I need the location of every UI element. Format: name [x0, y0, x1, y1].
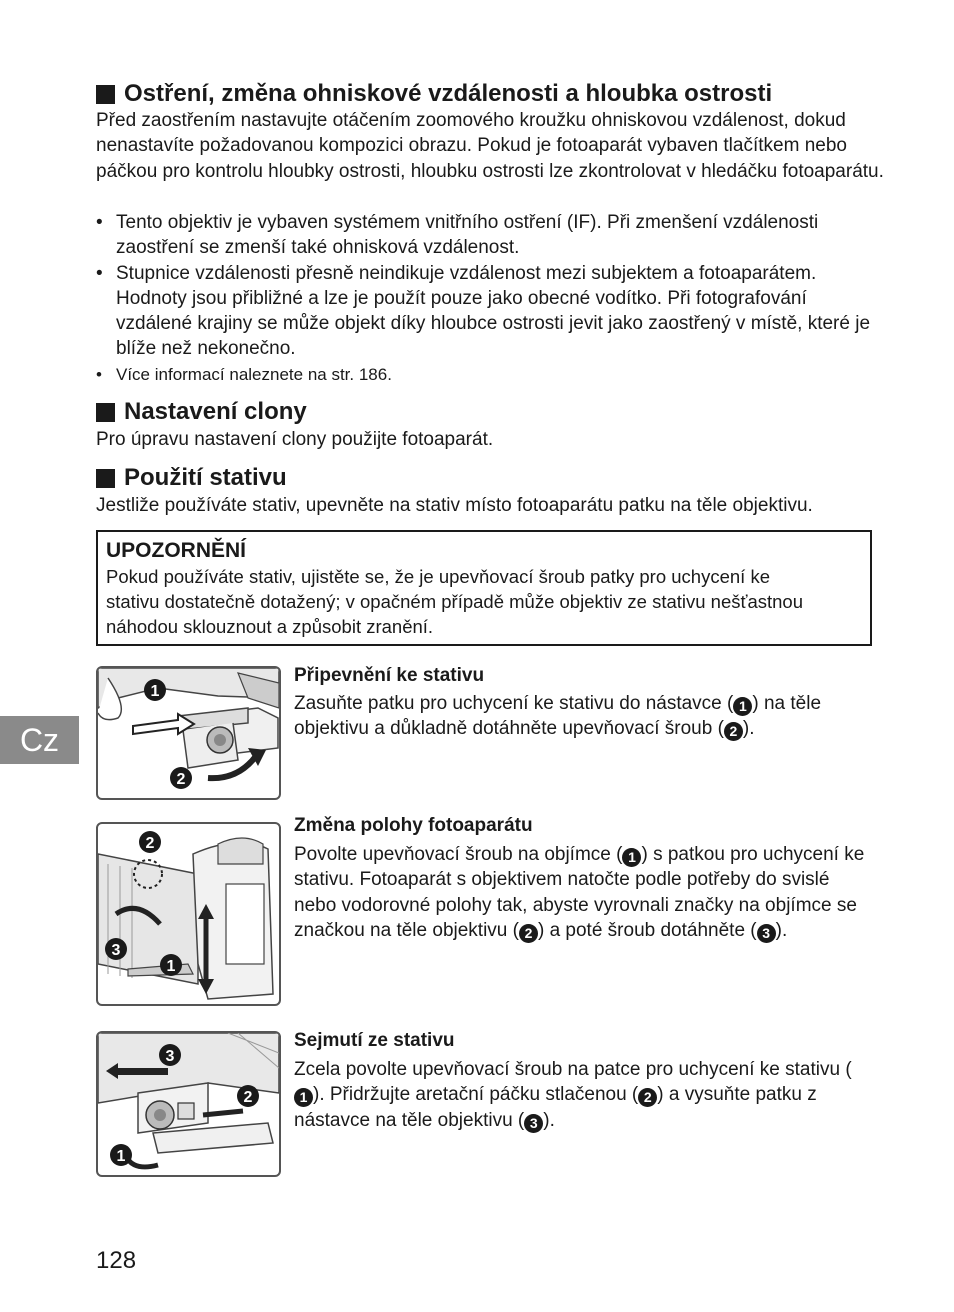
remove-tripod-illustration [98, 1033, 279, 1175]
caution-body: Pokud používáte stativ, ujistěte se, že je upevňovací šroub patky pro uchycení ke stativu dostatečně dotažený; v opačném případě může objektiv ze stativu nešťastnou náhodou sklouznout a způsobit zranění. [106, 566, 803, 637]
step-number-badge: 2 [724, 722, 743, 741]
heading-aperture [96, 398, 307, 426]
step-title: Sejmutí ze stativu [294, 1030, 455, 1051]
step-number-badge: 3 [524, 1114, 543, 1133]
focus-bullets [96, 210, 876, 387]
step-text: Povolte upevňovací šroub na objímce ( [294, 844, 623, 865]
step-text: ). [775, 919, 788, 941]
heading-focus [96, 80, 772, 108]
language-tab: Cz [0, 716, 79, 764]
heading-aperture-text: Nastavení clony [124, 398, 307, 425]
step-body [294, 1057, 854, 1133]
square-bullet-icon [96, 85, 115, 104]
callout-label: 2 [145, 835, 155, 852]
callout-label: 2 [243, 1089, 253, 1106]
list-item: • Stupnice vzdálenosti přesně neindikuje vzdálenost mezi subjektem a fotoaparátem. Hodnoty jsou přibližné a lze je použít pouze jako obecné vodítko. Při fotografování vzdálené krajiny se může objekt díky hloubce ostrosti jevit jako zaostřený v místě, které je blíže než nekonečno. [96, 261, 876, 362]
list-item: • Více informací naleznete na str. 186. [96, 362, 876, 387]
figure-rotate-camera [96, 822, 281, 1006]
square-bullet-icon [96, 469, 115, 488]
step-number-badge: 3 [757, 924, 776, 943]
callout-label: 1 [150, 683, 160, 700]
tripod-foot-illustration [98, 668, 279, 798]
caution-box [96, 530, 872, 646]
step-title: Změna polohy fotoaparátu [294, 815, 533, 836]
step-text: ). Přidržujte aretační páčku stlačenou ( [313, 1084, 639, 1106]
callout-label: 2 [176, 771, 186, 788]
callout-label: 3 [165, 1048, 175, 1065]
step-text: ) a vysuňte patku z nástavce na těle objektivu ( [294, 1084, 817, 1131]
page-number: 128 [96, 1247, 137, 1274]
step-text: ) na těle objektivu a důkladně dotáhněte upevňovací šroub ( [294, 693, 822, 740]
step-title: Připevnění ke stativu [294, 665, 485, 686]
heading-tripod [96, 464, 287, 492]
step-text: ) a poté šroub dotáhněte ( [537, 919, 757, 941]
square-bullet-icon [96, 403, 115, 422]
step-text: ). [543, 1109, 555, 1131]
step-text: ). [742, 718, 755, 740]
focus-body: Před zaostřením nastavujte otáčením zoomového kroužku ohniskovou vzdálenost, dokud nenastavíte požadovanou kompozici obrazu. Pokud je fotoaparát vybaven tlačítkem nebo páčkou pro kontrolu hloubky ostrosti, hloubku ostrosti lze zkontrolovat v hledáčku fotoaparátu. [96, 110, 884, 182]
list-item: • Tento objektiv je vybaven systémem vnitřního ostření (IF). Při zmenšení vzdálenosti zaostření se zmenší také ohnisková vzdálenost. [96, 210, 876, 261]
figure-attach-tripod [96, 666, 281, 800]
tripod-body: Jestliže používáte stativ, upevněte na stativ místo fotoaparátu patku na těle objektivu. [96, 495, 813, 516]
step-number-badge: 1 [733, 697, 752, 716]
rotate-camera-illustration [98, 824, 279, 1004]
caution-title: UPOZORNĚNÍ [106, 539, 247, 562]
callout-label: 1 [116, 1148, 126, 1165]
figure-remove-tripod [96, 1031, 281, 1177]
step-body [294, 691, 874, 742]
step-text: Zcela povolte upevňovací šroub na patce pro uchycení ke stativu ( [294, 1059, 852, 1080]
step-number-badge: 2 [638, 1088, 657, 1107]
step-text: ) s patkou pro uchycení ke stativu. Fotoaparát s objektivem natočte podle potřeby do svislé nebo vodorovné polohy tak, abyste vyrovnali značky na objímce se značkou na těle objektivu ( [294, 844, 865, 941]
aperture-body: Pro úpravu nastavení clony použijte fotoaparát. [96, 429, 494, 450]
heading-focus-text: Ostření, změna ohniskové vzdálenosti a hloubka ostrosti [124, 80, 773, 107]
callout-label: 1 [166, 958, 176, 975]
step-body [294, 842, 874, 943]
heading-tripod-text: Použití stativu [124, 464, 287, 491]
step-number-badge: 1 [294, 1088, 313, 1107]
callout-label: 3 [111, 942, 121, 959]
step-number-badge: 1 [622, 848, 641, 867]
step-text: Zasuňte patku pro uchycení ke stativu do nástavce ( [294, 693, 734, 714]
step-number-badge: 2 [519, 924, 538, 943]
